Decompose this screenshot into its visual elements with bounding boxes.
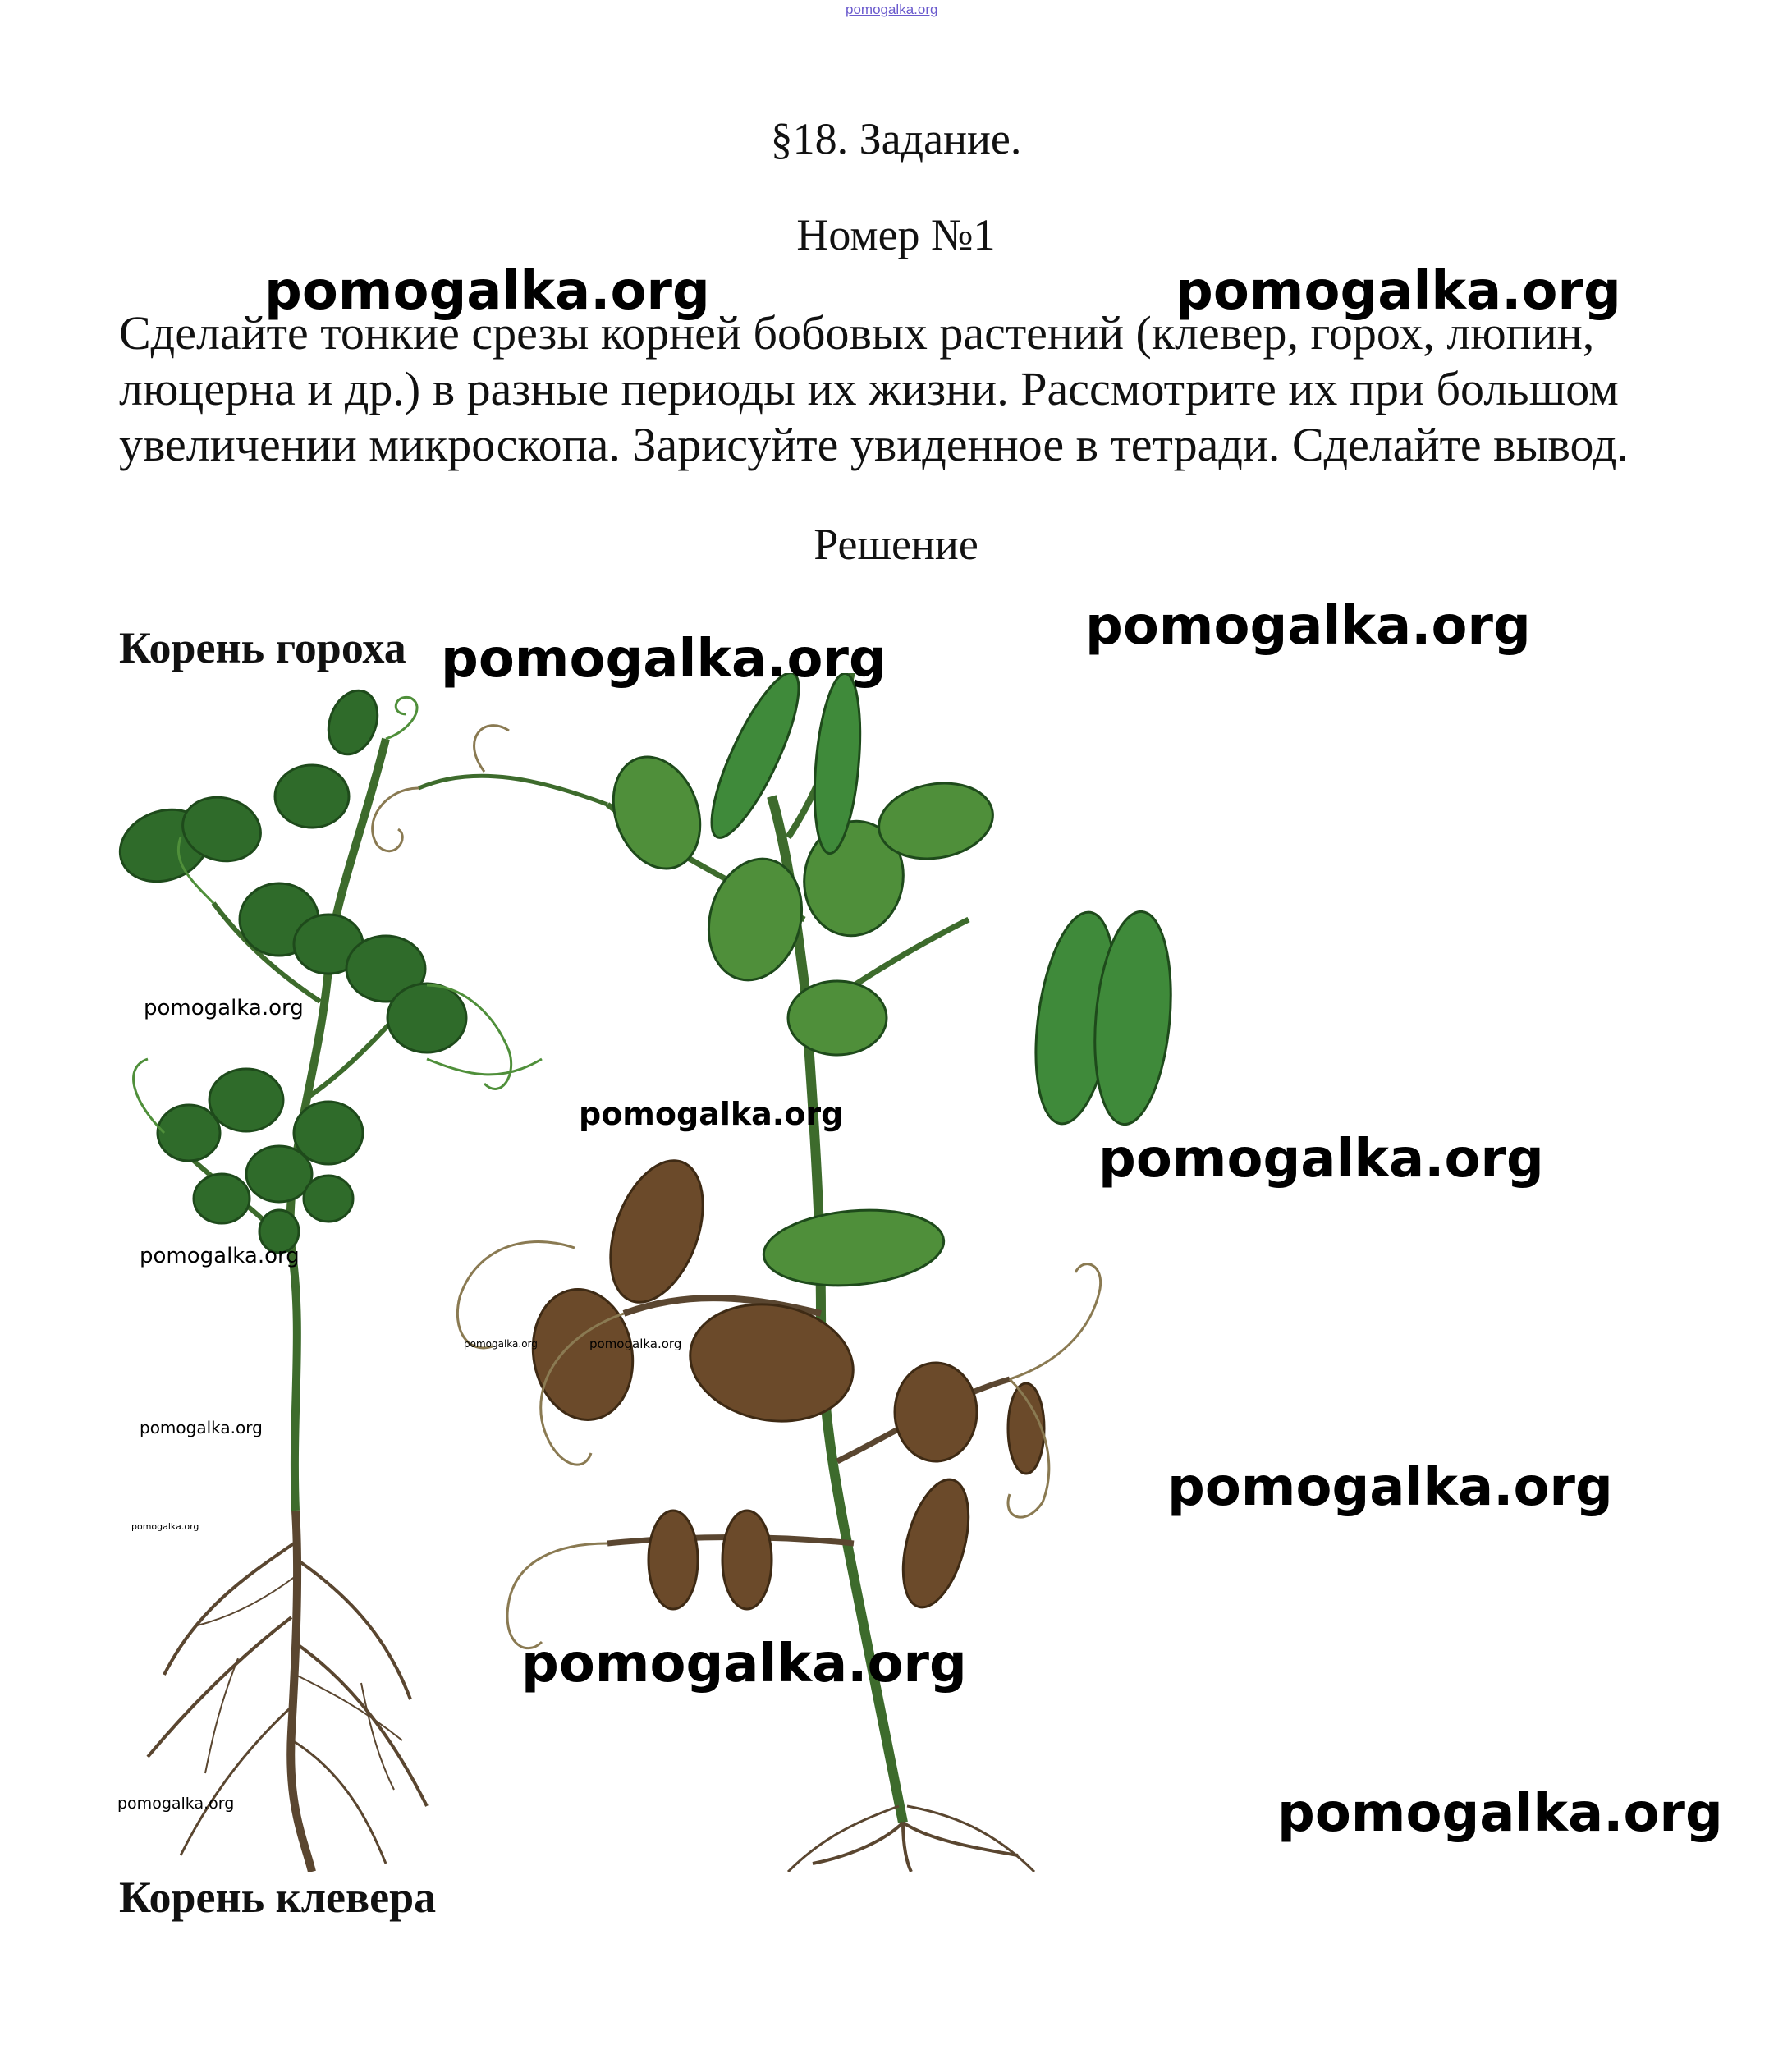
task-number: Номер №1 [796,210,996,259]
caption-clover-root: Корень клевера [119,1873,437,1922]
watermark: pomogalka.org [441,629,887,690]
top-watermark-link[interactable]: pomogalka.org [846,2,938,17]
watermark: pomogalka.org [264,261,710,322]
watermark: pomogalka.org [464,1338,538,1350]
watermark: pomogalka.org [1098,1129,1544,1190]
task-text: Сделайте тонкие срезы корней бобовых растений (клевер, горох, люпин, люцерна и др.) в разные периоды их жизни. Рассмотрите их при большом увеличении микроскопа. Зарисуйте увиденное в тетради. Сделайте вывод. [119,306,1629,471]
watermark: pomogalka.org [144,996,304,1020]
watermark: pomogalka.org [131,1521,199,1532]
watermark: pomogalka.org [1085,596,1531,657]
section-title: §18. Задание. [770,114,1022,163]
watermark: pomogalka.org [140,1244,300,1268]
solution-heading: Решение [814,520,978,569]
watermark: pomogalka.org [1176,261,1621,322]
watermark: pomogalka.org [117,1795,235,1813]
watermark: pomogalka.org [589,1337,682,1351]
watermark: pomogalka.org [579,1096,844,1132]
watermark: pomogalka.org [1167,1457,1613,1518]
caption-pea-root: Корень гороха [119,623,406,672]
clover-plant [115,684,542,1872]
watermark: pomogalka.org [140,1418,263,1437]
watermark: pomogalka.org [521,1634,967,1694]
watermark: pomogalka.org [1277,1783,1723,1844]
